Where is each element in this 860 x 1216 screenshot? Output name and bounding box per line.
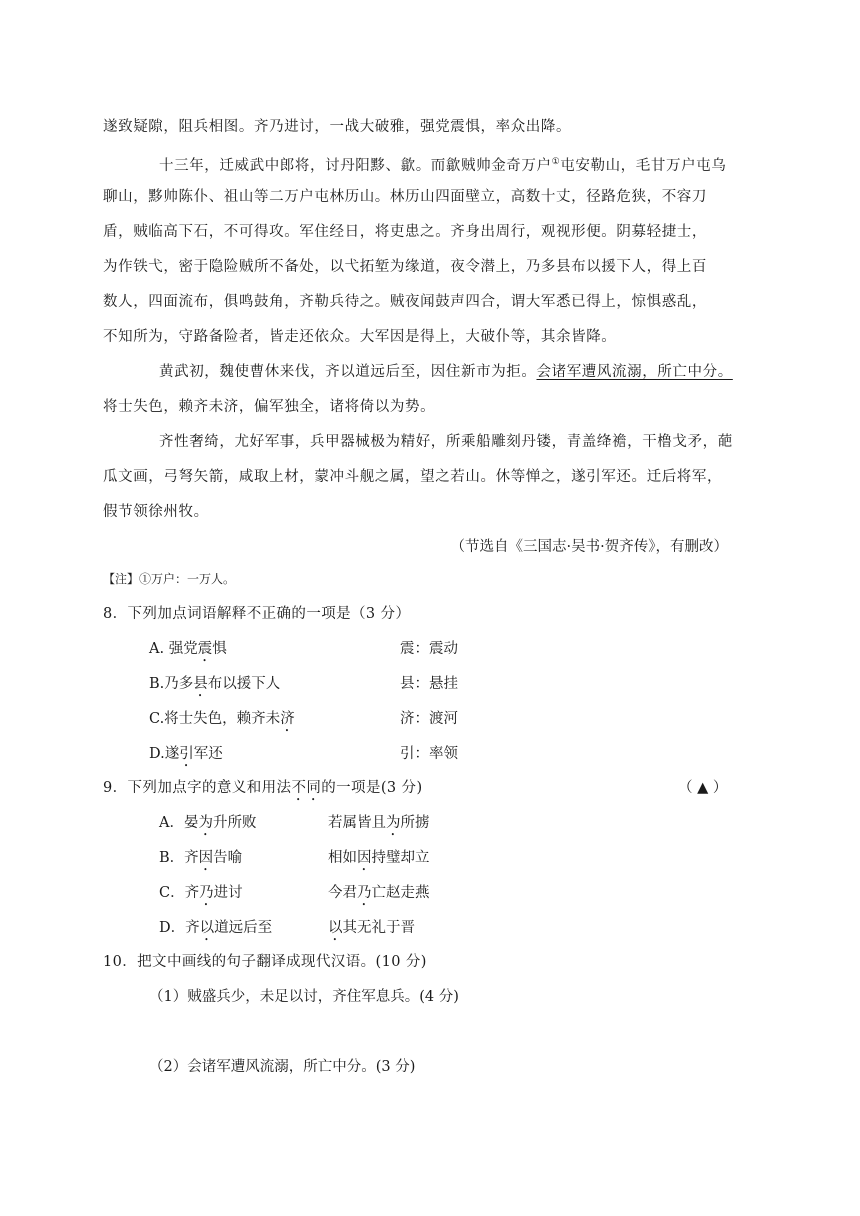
q9-option-c bbox=[159, 883, 243, 909]
passage-line-3: 聊山，黟帅陈仆、祖山等二万户屯林历山。林历山四面壁立，高数十丈，径路危狭，不容刀 bbox=[103, 189, 707, 205]
q10-stem: 10．把文中画线的句子翻译成现代汉语。(10 分) bbox=[103, 954, 427, 970]
passage-line-8 bbox=[159, 362, 733, 382]
q9-c-cmp-post: 亡赵走燕 bbox=[371, 885, 430, 901]
q8-option-a bbox=[149, 639, 227, 665]
q9-c-pre: C．齐 bbox=[159, 885, 200, 901]
q8-option-b bbox=[149, 674, 280, 700]
q9-option-c-compare bbox=[328, 883, 430, 909]
q9-b-post: 告喻 bbox=[213, 850, 243, 866]
passage-line-11: 瓜文画，弓弩矢箭，咸取上材，蒙冲斗舰之属，望之若山。休等惮之，遂引军还。迁后将军， bbox=[103, 469, 723, 485]
q8-option-c-explain: 济：渡河 bbox=[400, 711, 458, 727]
passage-line-8-a: 黄武初，魏使曹休来伐，齐以道远后至，因住新市为拒。 bbox=[159, 364, 537, 380]
q8-option-c bbox=[149, 709, 295, 735]
q9-a-post: 升所败 bbox=[212, 815, 257, 831]
q9-option-b bbox=[159, 848, 242, 874]
q9-a-cmp-pre: 若属皆且 bbox=[328, 815, 386, 831]
q9-c-cmp-dotted: 乃 bbox=[357, 885, 372, 901]
passage-line-1: 遂致疑隙，阻兵相图。齐乃进讨，一战大破雅，强党震惧，率众出降。 bbox=[103, 119, 572, 135]
q9-option-d bbox=[159, 918, 272, 944]
q9-c-dotted: 乃 bbox=[199, 885, 214, 901]
q10-sentence-1: （1）贼盛兵少，未足以讨，齐住军息兵。(4 分) bbox=[149, 989, 459, 1005]
underlined-sentence: 会诸军遭风流溺，所亡中分。 bbox=[536, 364, 733, 380]
q8-d-post: 军还 bbox=[193, 746, 223, 762]
q9-a-dotted: 为 bbox=[198, 815, 213, 831]
q9-d-cmp-post: 其无礼于晋 bbox=[342, 920, 415, 936]
q9-stem-emphasis: 不同 bbox=[291, 780, 322, 796]
passage-line-9: 将士失色，赖齐未济，偏军独全，诸将倚以为势。 bbox=[103, 399, 436, 415]
q9-d-dotted: 以 bbox=[199, 920, 215, 936]
q9-option-a bbox=[159, 813, 256, 839]
q9-stem bbox=[103, 778, 423, 804]
q8-b-dotted: 县 bbox=[193, 676, 208, 692]
passage-line-7: 不知所为，守路备险者，皆走还依众。大军因是得上，大破仆等，其余皆降。 bbox=[103, 329, 617, 345]
q9-a-cmp-post: 所掳 bbox=[400, 815, 430, 831]
q8-stem: 8．下列加点词语解释不正确的一项是（3 分） bbox=[103, 606, 411, 622]
q9-b-cmp-dotted: 因 bbox=[357, 850, 372, 866]
q8-d-pre: D.遂 bbox=[149, 746, 180, 762]
passage-line-12: 假节领徐州牧。 bbox=[103, 504, 209, 520]
q8-option-d-explain: 引：率领 bbox=[400, 746, 458, 762]
q8-d-dotted: 引 bbox=[179, 746, 194, 762]
q8-b-pre: B.乃多 bbox=[149, 676, 194, 692]
q8-option-d bbox=[149, 744, 223, 770]
q8-b-post: 布以援下人 bbox=[207, 676, 281, 692]
q9-b-dotted: 因 bbox=[198, 850, 214, 866]
passage-line-4: 盾，贼临高下石，不可得攻。军住经日，将吏患之。齐身出周行，观视形便。阴募轻捷士， bbox=[103, 224, 707, 240]
q8-c-pre: C.将士失色，赖齐未 bbox=[149, 711, 281, 727]
passage-line-2-a: 十三年，迁威武中郎将，讨丹阳黟、歙。而歙贼帅金奇万户 bbox=[159, 157, 552, 174]
q9-b-pre: B．齐 bbox=[159, 850, 199, 866]
passage-line-10: 齐性奢绮，尤好军事，兵甲器械极为精好，所乘船雕刻丹镂，青盖绛襜，干橹戈矛，葩 bbox=[159, 434, 733, 450]
q8-a-dotted: 震 bbox=[197, 641, 213, 657]
q9-d-post: 道远后至 bbox=[214, 920, 273, 936]
q9-d-cmp-dotted: 以 bbox=[328, 920, 343, 936]
passage-line-6: 数人，四面流布，俱鸣鼓角，齐勒兵待之。贼夜闻鼓声四合，谓大军悉已得上，惊惧惑乱， bbox=[103, 294, 707, 310]
q8-a-pre: A. 强党 bbox=[149, 641, 198, 657]
footnote-marker: ① bbox=[551, 157, 561, 167]
passage-line-5: 为作铁弋，密于隐险贼所不备处，以弋拓堑为缘道，夜令潜上，乃多县布以援下人，得上百 bbox=[103, 259, 707, 275]
passage-line-2 bbox=[159, 152, 726, 176]
source-citation: （节选自《三国志·吴书·贺齐传》，有删改） bbox=[450, 539, 728, 555]
q9-a-cmp-dotted: 为 bbox=[386, 815, 401, 831]
q8-a-post: 惧 bbox=[212, 641, 227, 657]
q8-option-a-explain: 震：震动 bbox=[400, 641, 458, 657]
q8-c-dotted: 济 bbox=[280, 711, 295, 727]
q9-c-post: 进讨 bbox=[213, 885, 243, 901]
q9-option-b-compare bbox=[328, 848, 430, 874]
q8-option-b-explain: 县：悬挂 bbox=[400, 676, 458, 692]
q9-d-pre: D．齐 bbox=[159, 920, 200, 936]
answer-blank: （ ▲ ） bbox=[678, 780, 728, 796]
q9-c-cmp-pre: 今君 bbox=[328, 885, 357, 901]
footnote: 【注】①万户：一万人。 bbox=[103, 572, 236, 586]
q10-sentence-2: （2）会诸军遭风流溺，所亡中分。(3 分) bbox=[149, 1059, 416, 1075]
q9-option-d-compare bbox=[328, 918, 415, 944]
q9-stem-a: 9．下列加点字的意义和用法 bbox=[103, 780, 292, 796]
q9-stem-c: 的一项是(3 分) bbox=[321, 780, 423, 796]
q9-b-cmp-post: 持璧却立 bbox=[371, 850, 430, 866]
passage-line-2-b: 屯安勒山，毛甘万户屯乌 bbox=[560, 157, 727, 174]
q9-option-a-compare bbox=[328, 813, 430, 839]
q9-a-pre: A．晏 bbox=[159, 815, 199, 831]
q9-b-cmp-pre: 相如 bbox=[328, 850, 357, 866]
